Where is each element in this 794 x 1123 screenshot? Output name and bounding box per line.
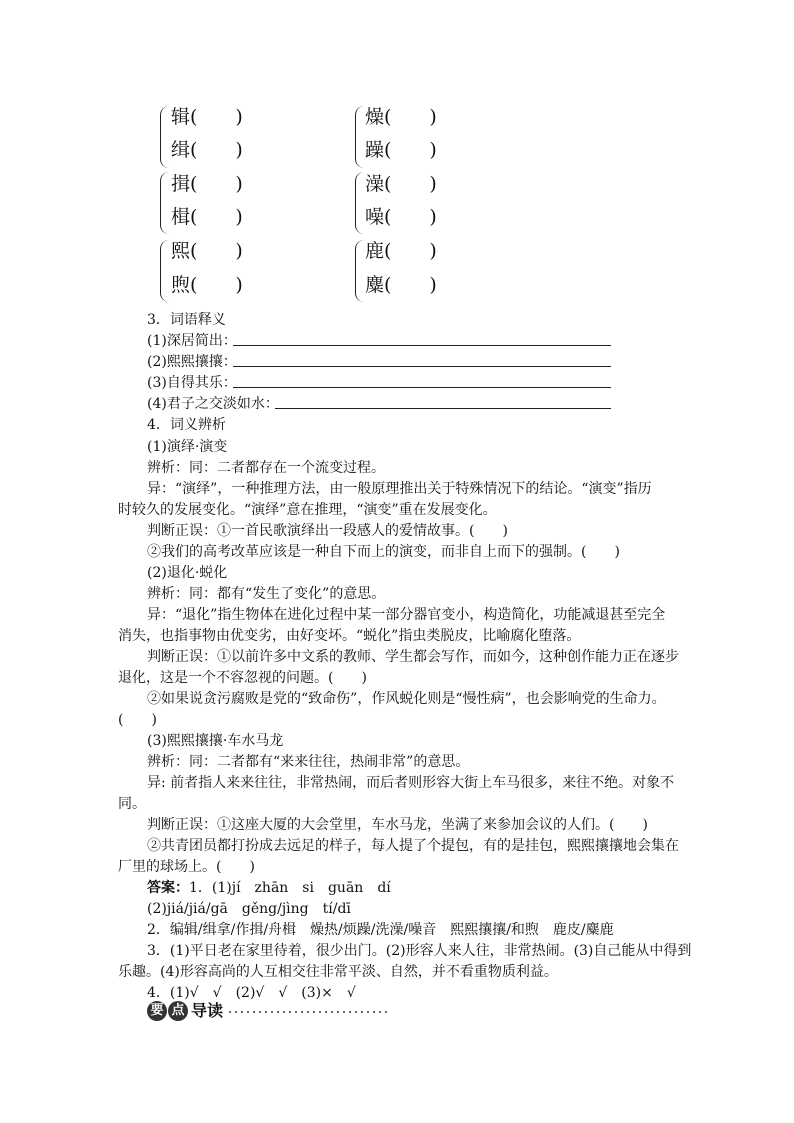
brace-left [355,106,364,168]
char-item: 熙( ) [171,240,243,262]
section-heading: 3．词语释义 [147,312,226,328]
answer-line: 乐趣。(4)形容高尚的人互相交往非常平淡、自然，并不看重物质利益。 [118,964,558,980]
section-title: 导读 [191,1001,224,1020]
body-line: 异: 前者指人来来往往，非常热闹，而后者则形容大街上车马很多，来往不绝。对象不 [147,775,675,791]
char-item: 澡( ) [365,173,437,195]
body-line: 判断正误：①以前许多中文系的教师、学生都会写作，而如今，这种创作能力正在逐步 [147,649,679,665]
answer-line: 4．(1)√ √ (2)√ √ (3)× √ [147,985,356,1001]
brace-left [160,240,169,302]
term-label: (1)深居简出： [147,333,237,349]
char-item: 鹿( ) [365,240,437,262]
body-line: ②如果说贪污腐败是党的“致命伤”，作风蜕化则是“慢性病”，也会影响党的生命力。 [147,691,666,707]
answer-line: 3．(1)平日老在家里待着，很少出门。(2)形容人来人往，非常热闹。(3)自己能从中得到 [147,943,692,959]
body-line: 退化，这是一个不容忽视的问题。( ) [118,670,367,686]
section-header [147,1000,387,1026]
char-item: 楫( ) [171,206,243,228]
answer-blank [233,345,611,346]
char-item: 揖( ) [171,173,243,195]
body-line: 消失，也指事物由优变劣，由好变坏。“蜕化”指虫类脱皮，比喻腐化堕落。 [118,628,581,644]
body-line: 辨析：同：二者都有“来来往往，热闹非常”的意思。 [147,754,470,770]
char-item: 辑( ) [171,106,243,128]
body-line: 辨析：同：二者都存在一个流变过程。 [147,460,385,476]
brace-left [355,240,364,302]
answers-label: 答案： [147,880,189,896]
answer-blank [233,366,611,367]
answer-line: (2)jiá/jiá/gā gěng/jìng tí/dī [147,901,351,917]
body-line: 判断正误：①这座大厦的大会堂里，车水马龙，坐满了来参加会议的人们。( ) [147,817,648,833]
char-item: 煦( ) [171,274,243,296]
dotted-divider [227,1010,387,1014]
char-item: 噪( ) [365,206,437,228]
answer-line: 1．(1)jí zhān si guān dí [189,880,391,896]
term-label: (3)自得其乐： [147,375,237,391]
body-line: 判断正误：①一首民歌演绎出一段感人的爱情故事。( ) [147,523,508,539]
body-line: ( ) [118,712,157,728]
brace-left [160,106,169,168]
body-line: 辨析：同：都有“发生了变化”的意思。 [147,586,386,602]
body-line: 异：“演绎”，一种推理方法，由一般原理推出关于特殊情况下的结论。“演变”指历 [147,481,652,497]
term-label: (2)熙熙攘攘： [147,354,237,370]
subsection-title: (1)演绎·演变 [147,439,228,455]
char-item: 躁( ) [365,139,437,161]
char-item: 缉( ) [171,139,243,161]
term-label: (4)君子之交淡如水： [147,396,279,412]
body-line: 厂里的球场上。( ) [118,859,255,875]
answer-blank [275,408,611,409]
section-badge: 要 [147,1001,167,1021]
body-line: 时较久的发展变化。“演绎”意在推理，“演变”重在发展变化。 [118,502,497,518]
brace-left [160,172,169,234]
brace-left [355,172,364,234]
answer-line: 2．编辑/缉拿/作揖/舟楫 燥热/烦躁/洗澡/噪音 熙熙攘攘/和煦 鹿皮/麋鹿 [147,922,614,938]
body-line: ②我们的高考改革应该是一种自下而上的演变，而非自上而下的强制。( ) [147,544,620,560]
subsection-title: (2)退化·蜕化 [147,565,228,581]
answer-blank [233,387,611,388]
section-badge: 点 [168,1001,188,1021]
answers-first-line [147,878,391,898]
body-line: ②共青团员都打扮成去远足的样子，每人提了个提包，有的是挂包，熙熙攘攘地会集在 [147,838,679,854]
char-item: 燥( ) [365,106,437,128]
body-line: 同。 [118,796,146,812]
subsection-title: (3)熙熙攘攘·车水马龙 [147,733,284,749]
char-item: 麋( ) [365,274,437,296]
body-line: 异：“退化”指生物体在进化过程中某一部分器官变小，构造简化，功能减退甚至完全 [147,607,666,623]
section-heading: 4．词义辨析 [147,417,226,433]
